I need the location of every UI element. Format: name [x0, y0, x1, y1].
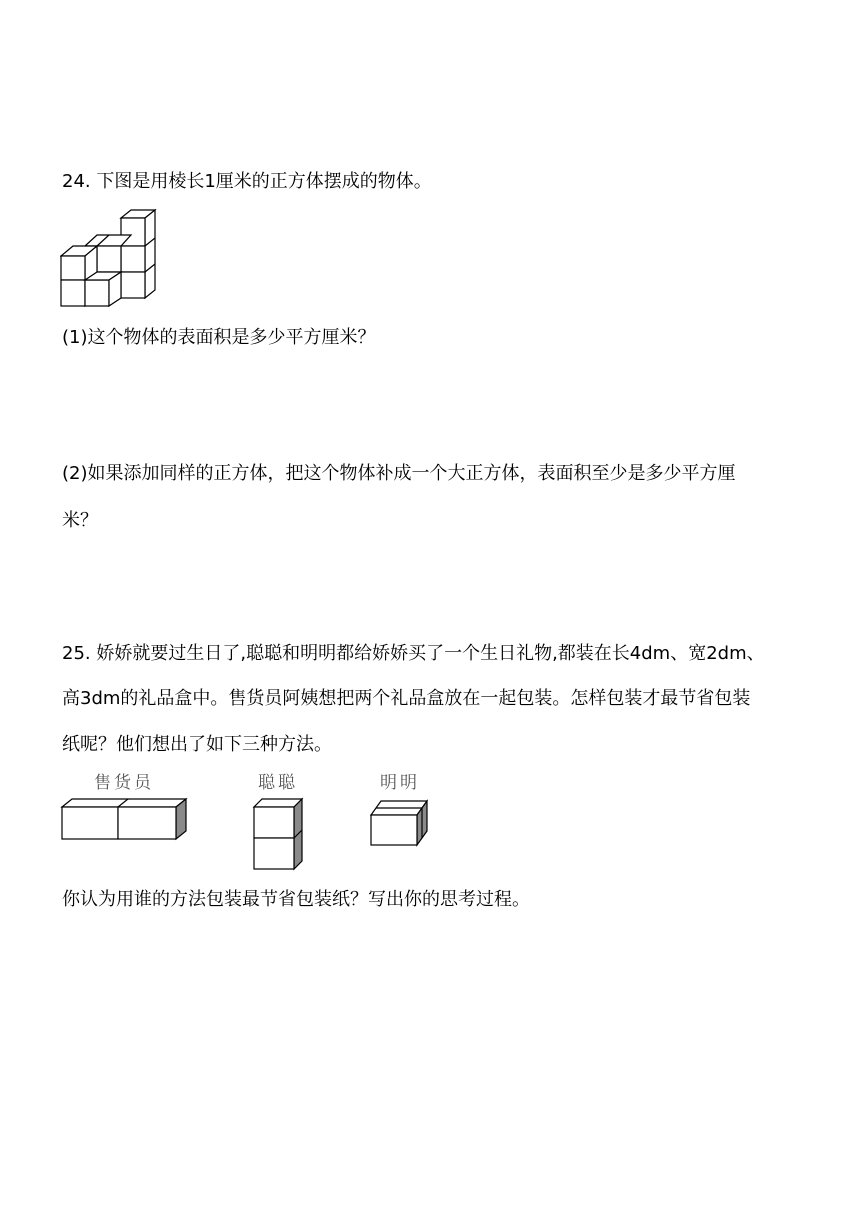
- mingming-box-figure: [369, 797, 431, 847]
- congcong-box-figure: [252, 797, 308, 873]
- q24-part2-line2: 米？: [62, 510, 98, 531]
- q25-line1: 25. 娇娇就要过生日了,聪聪和明明都给娇娇买了一个生日礼物,都装在长4dm、宽2dm、: [62, 643, 765, 664]
- cube-stack-figure: [60, 208, 160, 308]
- q24-part1: (1)这个物体的表面积是多少平方厘米？: [62, 327, 376, 348]
- q25-question: 你认为用谁的方法包装最节省包装纸？写出你的思考过程。: [62, 889, 530, 910]
- q25-line3: 纸呢？他们想出了如下三种方法。: [62, 734, 332, 755]
- q25-line2: 高3dm的礼品盒中。售货员阿姨想把两个礼品盒放在一起包装。怎样包装才最节省包装: [62, 688, 751, 709]
- q24-title: 24. 下图是用棱长1厘米的正方体摆成的物体。: [62, 171, 432, 192]
- label-congcong: 聪聪: [258, 773, 298, 793]
- label-mingming: 明明: [380, 773, 420, 793]
- label-seller: 售货员: [94, 773, 154, 793]
- q24-part2-line1: (2)如果添加同样的正方体，把这个物体补成一个大正方体，表面积至少是多少平方厘: [62, 463, 736, 484]
- seller-box-figure: [60, 797, 190, 843]
